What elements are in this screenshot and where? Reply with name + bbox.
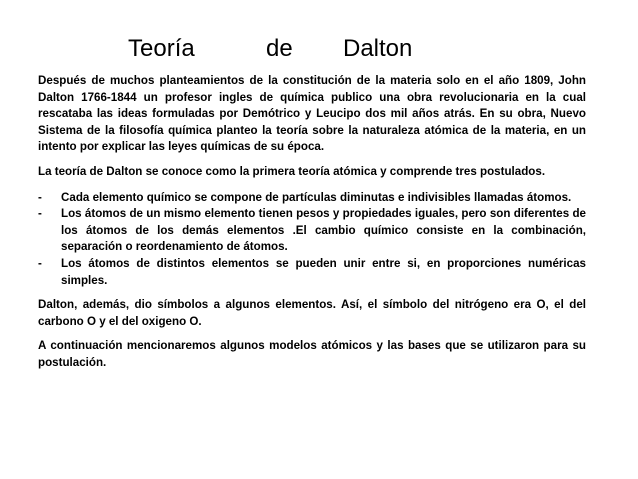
slide-body — [38, 73, 586, 380]
conclusion-paragraph: A continuación mencionaremos algunos modelos atómicos y las bases que se utilizaron para su postulación. — [38, 339, 586, 369]
postulate-item — [38, 256, 586, 289]
postulate-text: Cada elemento químico se compone de partículas diminutas e indivisibles llamadas átomos. — [61, 190, 572, 204]
intro-paragraph: Después de muchos planteamientos de la constitución de la materia solo en el año 1809, John Dalton 1766-1844 un profesor ingles de química publico una obra revolucionaria en la cual rescataba las ideas formuladas por Demótrico y Leucipo dos mil años atrás. En su obra, Nuevo Sistema de la filosofía química planteo la teoría sobre la naturaleza atómica de la materia, en un intento por explicar las leyes químicas de su época. — [38, 74, 586, 154]
definition-paragraph: La teoría de Dalton se conoce como la primera teoría atómica y comprende tres postulados. — [38, 164, 546, 178]
bullet-dash: - — [38, 190, 42, 204]
postulates-list — [38, 190, 586, 290]
postulate-text: Los átomos de un mismo elemento tienen pesos y propiedades iguales, pero son diferentes de los átomos de los demás elementos .El cambio químico consiste en la combinación, separación o reordenamiento de átomos. — [61, 207, 586, 254]
symbols-paragraph: Dalton, además, dio símbolos a algunos elementos. Así, el símbolo del nitrógeno era O, el del carbono O y el del oxigeno O. — [38, 298, 586, 328]
postulate-item — [38, 190, 586, 207]
postulate-text: Los átomos de distintos elementos se pueden unir entre si, en proporciones numéricas simples. — [61, 256, 586, 287]
title-word-dalton: Dalton — [343, 35, 413, 62]
postulate-item — [38, 206, 586, 256]
title-word-teoria: Teoría — [128, 35, 195, 62]
title-word-de: de — [266, 35, 293, 62]
bullet-dash: - — [38, 207, 42, 221]
bullet-dash: - — [38, 256, 42, 270]
